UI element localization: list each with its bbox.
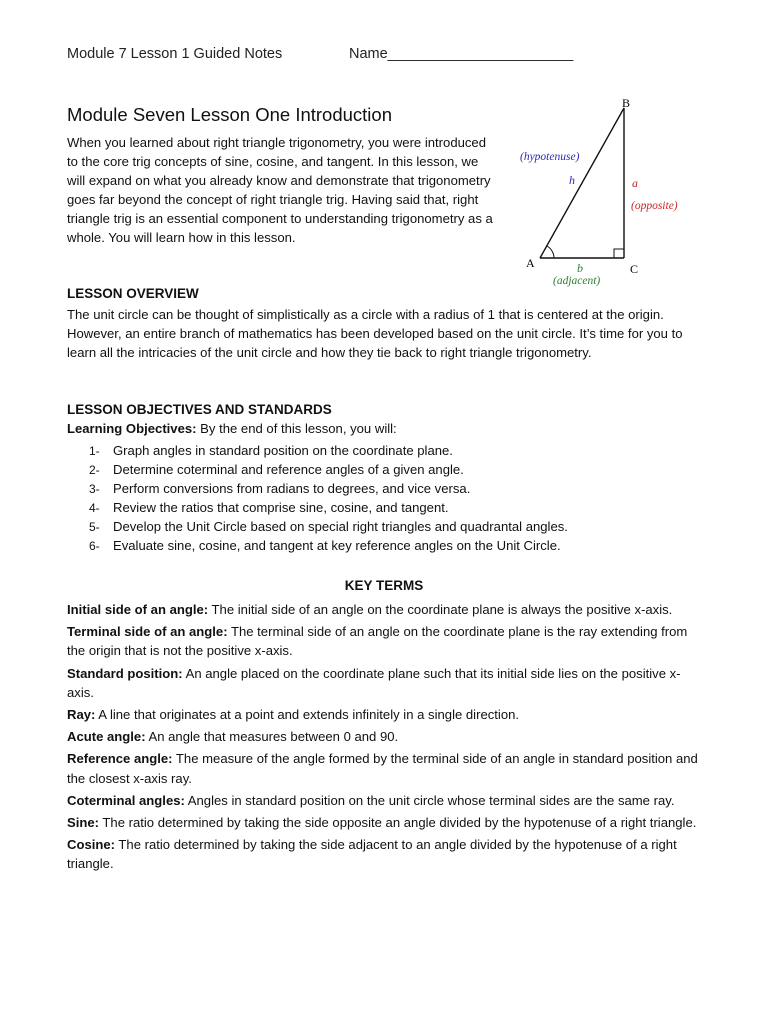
term-name: Standard position: [67,665,183,681]
overview-heading: LESSON OVERVIEW [67,286,199,301]
adjacent-variable: b [577,261,583,275]
term-name: Acute angle: [67,729,146,745]
term-definition: An angle placed on the coordinate plane such that its initial side lies on the positive x-axis. [67,665,681,700]
hypotenuse-side [540,108,624,258]
vertex-c-label: C [630,262,639,276]
learning-objectives-label: Learning Objectives: [67,421,197,436]
objective-item [89,517,568,536]
overview-paragraph: The unit circle can be thought of simplistically as a circle with a radius of 1 that is centered at the origin. However, an entire branch of mathematics has been developed based on the unit circle. It’s time for you to learn all the intricacies of the unit circle and how they tie back to right triangle trigonometry. [67,307,683,361]
hypotenuse-label: (hypotenuse) [520,151,580,163]
learning-objectives-text: By the end of this lesson, you will: [196,421,397,436]
objective-number: 6- [89,539,100,553]
term-name: Sine: [67,815,100,831]
term-entry [67,664,703,702]
term-entry [67,705,703,724]
adjacent-label: (adjacent) [553,275,601,287]
objective-number: 5- [89,520,100,534]
objective-text: Evaluate sine, cosine, and tangent at key reference angles on the Unit Circle. [113,538,561,553]
name-field: Name_______________________ [349,46,574,62]
page-title: Module Seven Lesson One Introduction [67,104,392,125]
angle-arc [547,246,554,258]
term-entry [67,622,703,660]
right-angle-marker [614,249,624,258]
term-definition: The measure of the angle formed by the terminal side of an angle in standard position and the closest x-axis ray. [67,751,698,786]
term-definition: A line that originates at a point and extends infinitely in a single direction. [95,707,520,723]
learning-objectives-lead [67,421,397,436]
opposite-label: (opposite) [631,200,678,212]
objective-item [89,441,568,460]
objectives-heading: LESSON OBJECTIVES AND STANDARDS [67,402,332,417]
right-triangle-diagram [510,92,690,292]
term-name: Terminal side of an angle: [67,624,228,640]
objective-item [89,460,568,479]
objective-text: Review the ratios that comprise sine, cosine, and tangent. [113,500,449,515]
term-name: Initial side of an angle: [67,602,209,617]
term-definition: Angles in standard position on the unit circle whose terminal sides are the same ray. [184,792,675,808]
key-terms-heading: KEY TERMS [344,578,424,593]
term-definition: The terminal side of an angle on the coordinate plane is the ray extending from the origin that is not the positive x-axis. [67,624,688,659]
term-entry [67,835,703,873]
term-entry [67,791,703,810]
term-name: Coterminal angles: [67,792,185,808]
hypotenuse-variable: h [569,173,575,187]
term-name: Cosine: [67,837,116,853]
objective-item [89,498,568,517]
objectives-list [89,441,568,555]
objective-number: 2- [89,463,100,477]
term-name: Reference angle: [67,751,173,767]
term-entry [67,727,703,746]
vertex-b-label: B [622,96,631,110]
term-entry [67,813,703,832]
term-definition: An angle that measures between 0 and 90. [145,729,399,745]
header-title: Module 7 Lesson 1 Guided Notes [67,46,283,62]
term-definition: The ratio determined by taking the side opposite an angle divided by the hypotenuse of a right triangle. [99,815,697,831]
key-terms-list [67,600,703,877]
objective-text: Perform conversions from radians to degrees, and vice versa. [113,481,471,496]
objective-number: 3- [89,482,100,496]
term-name: Ray: [67,707,96,723]
opposite-variable: a [632,176,638,190]
term-entry [67,600,703,619]
vertex-a-label: A [526,256,535,270]
objective-text: Graph angles in standard position on the coordinate plane. [113,443,453,458]
objective-text: Develop the Unit Circle based on special right triangles and quadrantal angles. [113,519,568,534]
objective-item [89,479,568,498]
objective-number: 1- [89,444,100,458]
objective-number: 4- [89,501,100,515]
term-definition: The initial side of an angle on the coordinate plane is always the positive x-axis. [208,602,673,617]
intro-paragraph: When you learned about right triangle trigonometry, you were introduced to the core trig concepts of sine, cosine, and tangent. In this lesson, we will expand on what you already know and demonstrate that trigonometry goes far beyond the concept of right triangle trig. Having said that, right triangle trig is an essential component to understanding trigonometry as a whole. You will learn how in this lesson. [67,135,493,245]
term-definition: The ratio determined by taking the side adjacent to an angle divided by the hypotenuse of a right triangle. [67,837,677,872]
objective-text: Determine coterminal and reference angles of a given angle. [113,462,464,477]
term-entry [67,749,703,787]
objective-item [89,536,568,555]
